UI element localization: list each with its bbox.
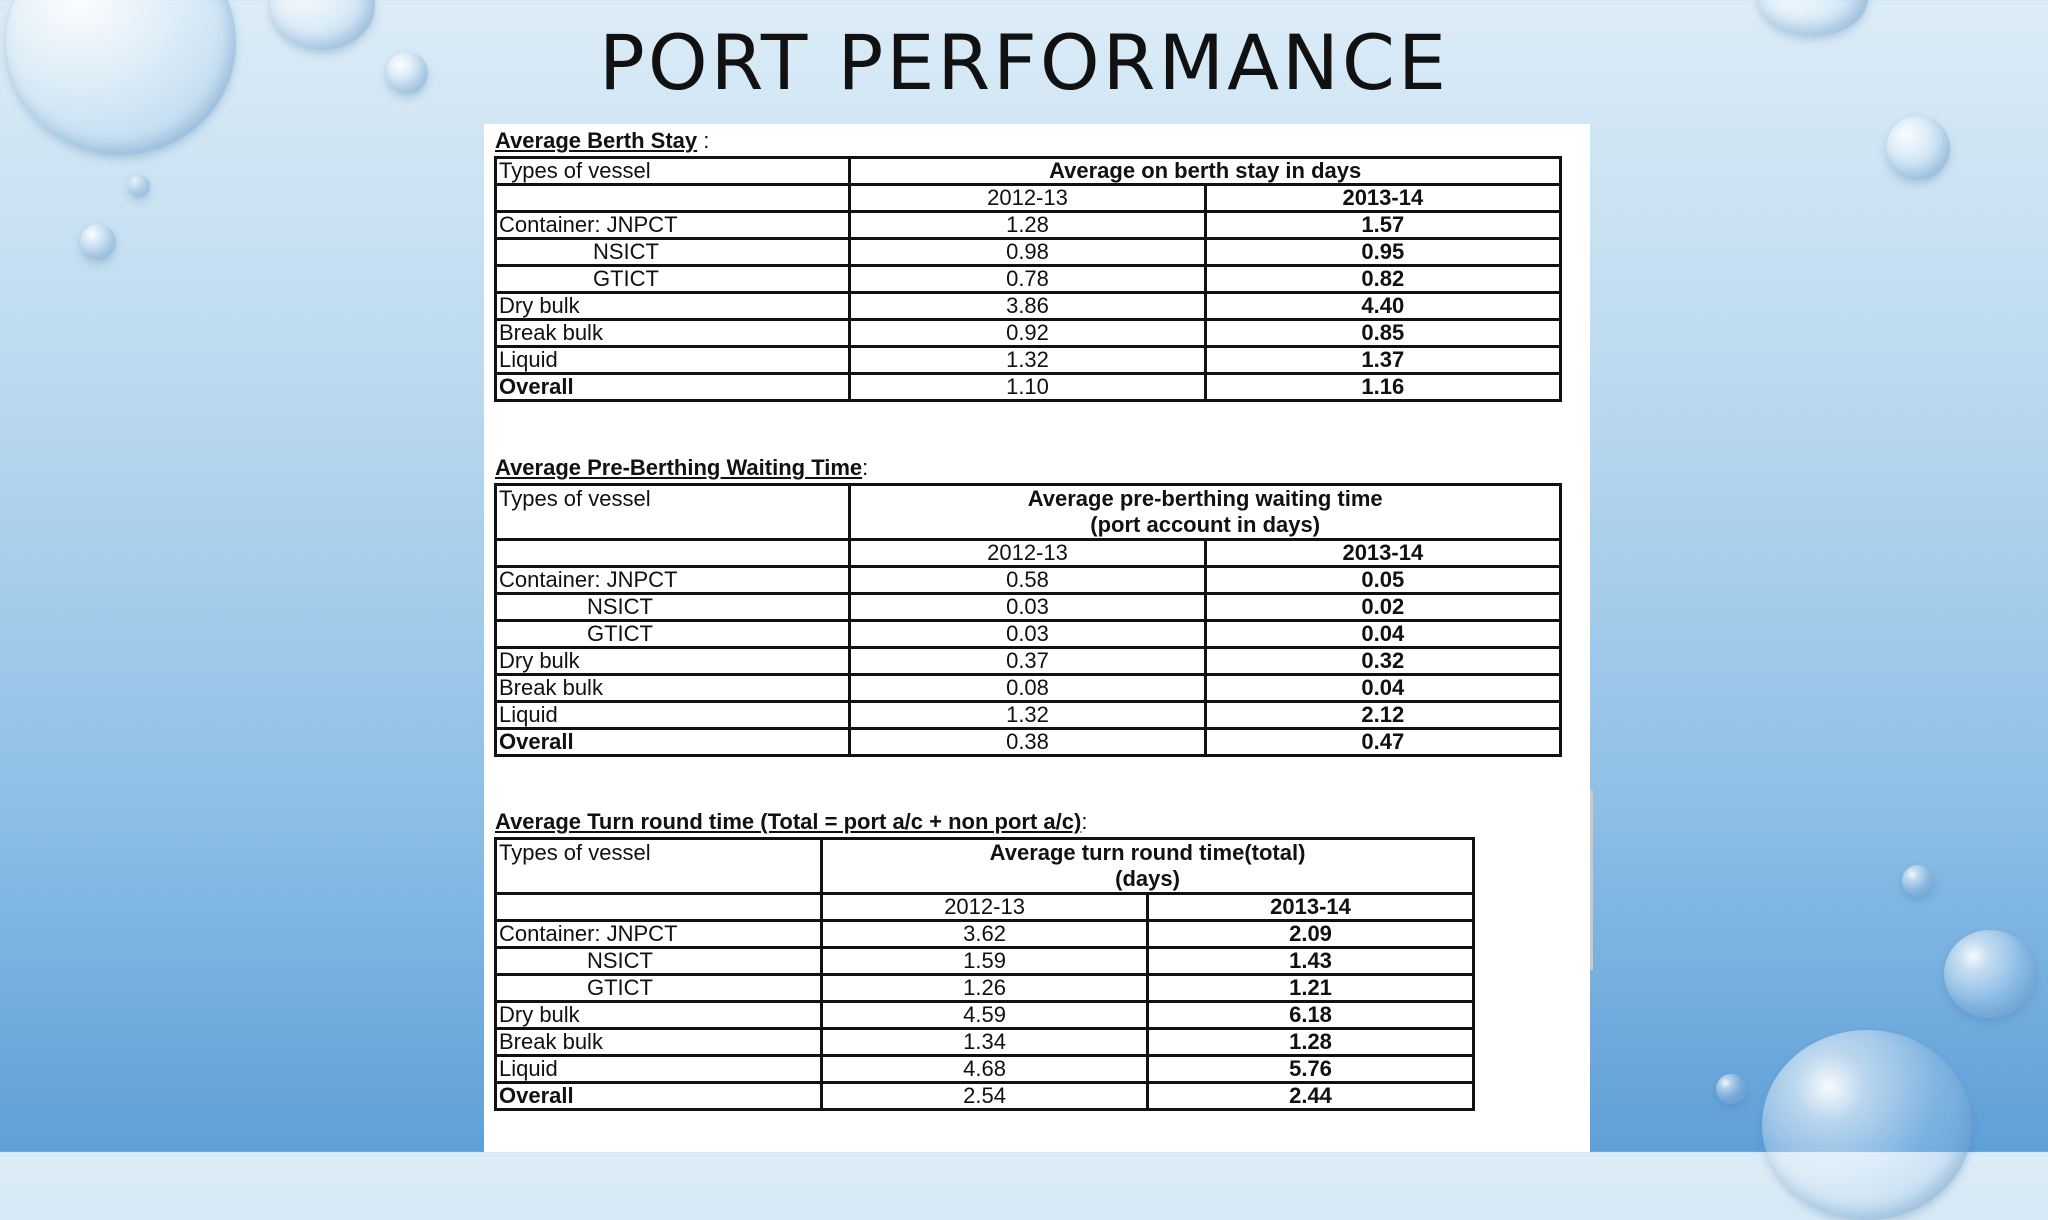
value-cell: 0.47 [1205,729,1560,756]
value-cell: 0.04 [1205,621,1560,648]
value-cell: 0.08 [850,675,1205,702]
row-label: Overall [496,374,850,401]
value-cell: 0.78 [850,266,1205,293]
value-cell: 2.09 [1148,921,1474,948]
header-cell: Types of vessel [496,839,822,894]
turn-round-time-table [494,837,1475,1111]
group-header-line: Average turn round time(total) [989,840,1306,865]
value-cell: 0.05 [1205,567,1560,594]
row-label: Overall [496,1083,822,1110]
table-row [496,239,1561,266]
slide-title: PORT PERFORMANCE [598,18,1449,107]
row-label: GTICT [496,621,850,648]
year-header: 2013-14 [1205,540,1560,567]
row-label: Dry bulk [496,648,850,675]
value-cell: 1.26 [822,975,1148,1002]
caption-suffix: : [862,455,869,480]
value-cell: 0.03 [850,621,1205,648]
table-row [496,648,1561,675]
value-cell: 4.68 [822,1056,1148,1083]
pre-berthing-waiting-table [494,483,1562,757]
row-label: Dry bulk [496,1002,822,1029]
row-label: Liquid [496,1056,822,1083]
row-label: GTICT [496,266,850,293]
value-cell: 2.44 [1148,1083,1474,1110]
value-cell: 3.86 [850,293,1205,320]
year-header: 2013-14 [1148,894,1474,921]
row-label: Break bulk [496,1029,822,1056]
table-caption [495,455,868,481]
row-label: Liquid [496,702,850,729]
value-cell: 1.34 [822,1029,1148,1056]
caption-text: Average Pre-Berthing Waiting Time [495,455,863,480]
water-droplet [128,175,150,197]
table-row [496,320,1561,347]
table-row [496,374,1561,401]
row-label: Container: JNPCT [496,212,850,239]
value-cell: 1.32 [850,702,1205,729]
table-row [496,1029,1474,1056]
value-cell: 0.85 [1205,320,1560,347]
water-droplet [1762,1030,1972,1220]
group-header: Average on berth stay in days [850,158,1561,185]
row-label: Break bulk [496,320,850,347]
value-cell: 0.38 [850,729,1205,756]
value-cell: 1.10 [850,374,1205,401]
value-cell: 0.04 [1205,675,1560,702]
group-header [822,839,1474,894]
table-row [496,594,1561,621]
empty-cell [496,185,850,212]
value-cell: 0.03 [850,594,1205,621]
table-caption [495,809,1087,835]
table-row [496,1056,1474,1083]
table-row [496,293,1561,320]
value-cell: 1.32 [850,347,1205,374]
value-cell: 3.62 [822,921,1148,948]
water-droplet [1886,116,1950,180]
table-row [496,675,1561,702]
berth-stay-table [494,156,1562,402]
table-row [496,948,1474,975]
table-row [496,921,1474,948]
value-cell: 1.37 [1205,347,1560,374]
value-cell: 1.28 [1148,1029,1474,1056]
value-cell: 2.54 [822,1083,1148,1110]
caption-text: Average Berth Stay [495,128,698,153]
year-header: 2012-13 [850,185,1205,212]
table-row [496,567,1561,594]
value-cell: 1.57 [1205,212,1560,239]
caption-suffix: : [1081,809,1088,834]
caption-suffix: : [697,128,710,153]
row-label: Overall [496,729,850,756]
value-cell: 0.95 [1205,239,1560,266]
group-header-line: (port account in days) [1090,512,1321,537]
header-cell: Types of vessel [496,158,850,185]
year-header: 2013-14 [1205,185,1560,212]
value-cell: 0.58 [850,567,1205,594]
row-label: Container: JNPCT [496,921,822,948]
value-cell: 1.16 [1205,374,1560,401]
value-cell: 1.21 [1148,975,1474,1002]
water-droplet [80,224,116,260]
row-label: NSICT [496,239,850,266]
water-droplet [1902,865,1934,897]
value-cell: 0.37 [850,648,1205,675]
table-row [496,1002,1474,1029]
table-row [496,702,1561,729]
row-label: NSICT [496,594,850,621]
empty-cell [496,540,850,567]
row-label: GTICT [496,975,822,1002]
value-cell: 5.76 [1148,1056,1474,1083]
group-header [850,485,1561,540]
value-cell: 4.40 [1205,293,1560,320]
header-cell: Types of vessel [496,485,850,540]
row-label: Container: JNPCT [496,567,850,594]
table-row [496,266,1561,293]
row-label: Dry bulk [496,293,850,320]
value-cell: 0.32 [1205,648,1560,675]
empty-cell [496,894,822,921]
value-cell: 6.18 [1148,1002,1474,1029]
value-cell: 0.02 [1205,594,1560,621]
table-row [496,729,1561,756]
value-cell: 1.59 [822,948,1148,975]
value-cell: 2.12 [1205,702,1560,729]
value-cell: 0.98 [850,239,1205,266]
value-cell: 0.92 [850,320,1205,347]
table-caption [495,128,709,154]
group-header-line: (days) [1115,866,1180,891]
value-cell: 1.28 [850,212,1205,239]
sheet-edge [1590,790,1593,970]
table-row [496,621,1561,648]
year-header: 2012-13 [822,894,1148,921]
table-row [496,212,1561,239]
table-row [496,347,1561,374]
table-row [496,1083,1474,1110]
water-droplet [1944,930,2036,1018]
year-header: 2012-13 [850,540,1205,567]
row-label: Liquid [496,347,850,374]
value-cell: 0.82 [1205,266,1560,293]
row-label: Break bulk [496,675,850,702]
row-label: NSICT [496,948,822,975]
group-header-line: Average pre-berthing waiting time [1027,486,1383,511]
value-cell: 1.43 [1148,948,1474,975]
value-cell: 4.59 [822,1002,1148,1029]
table-row [496,975,1474,1002]
caption-text: Average Turn round time (Total = port a/c + non port a/c) [495,809,1082,834]
water-droplet [1716,1074,1746,1104]
